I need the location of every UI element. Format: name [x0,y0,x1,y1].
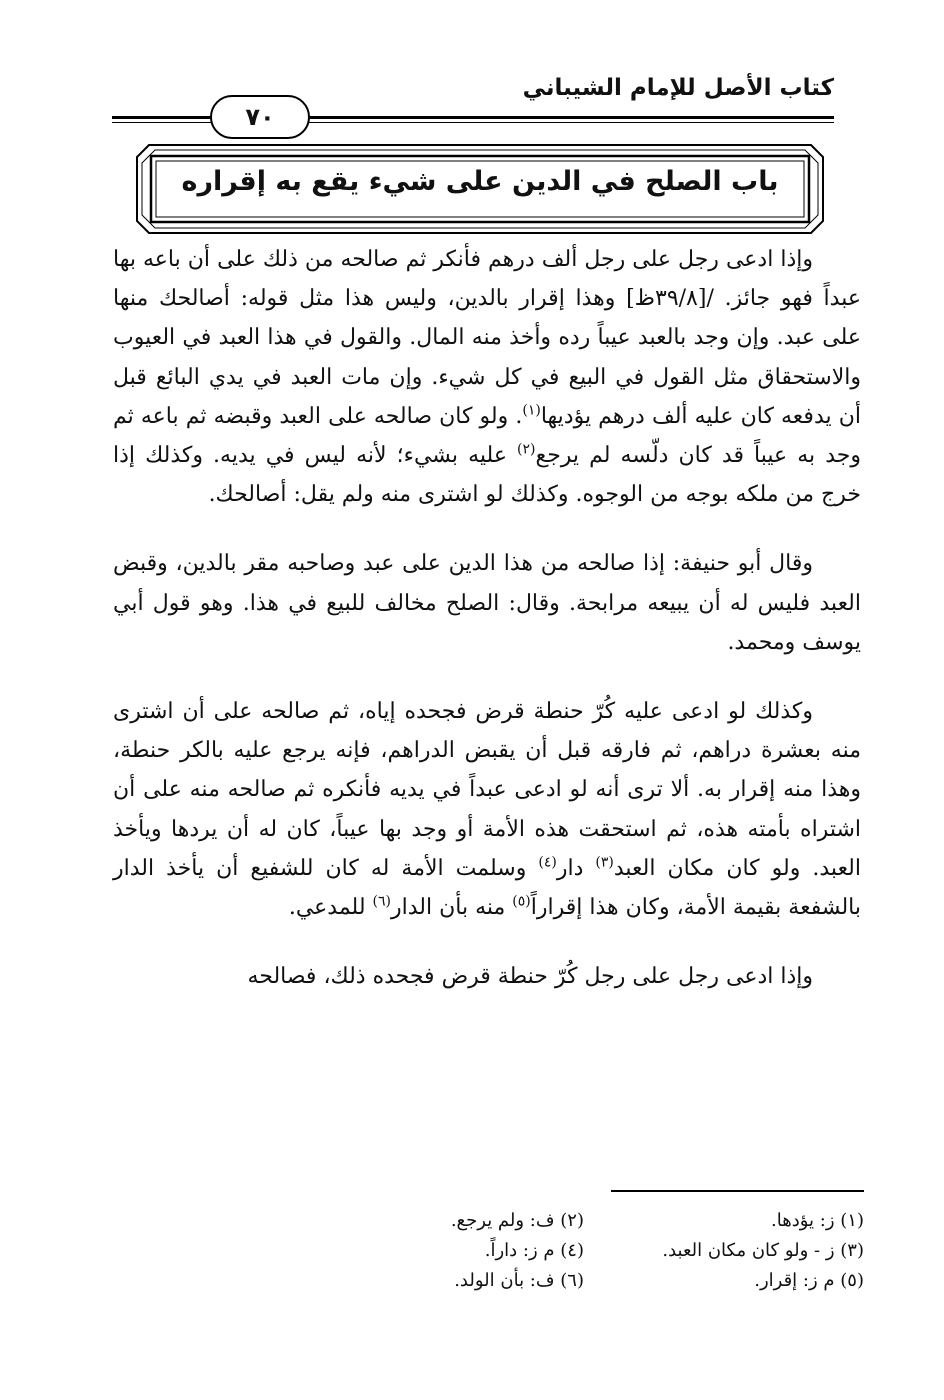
chapter-title-frame [135,143,825,235]
text-run: دار [556,855,596,881]
footnotes [304,1208,864,1294]
text-run: للمدعي. [288,895,373,921]
footnote-ref: (١) [522,402,541,419]
text-run: وإذا ادعى رجل على رجل كُرّ حنطة قرض فجحده ذلك، فصالحه [247,964,813,990]
footnote-ref: (٣) [595,854,614,871]
footnote-1: (١) ز: يؤدها. [771,1210,864,1231]
footnote-5: (٥) م ز: إقرار. [754,1270,864,1291]
running-header-title: كتاب الأصل للإمام الشيباني [522,75,834,101]
text-run: عليه بشيء؛ لأنه ليس في يديه. وكذلك إذا خرج من ملكه بوجه من الوجوه. وكذلك لو اشترى منه ولم يقل: أصالحك. [113,443,861,508]
footnote-6: (٦) ف: بأن الولد. [454,1270,584,1291]
text-run: . ولو كان صالحه على العبد وقبضه ثم باعه ثم وجد به عيباً قد كان دلّسه لم يرجع [113,403,861,469]
paragraph-3 [113,692,861,927]
text-run: منه بأن الدار [391,895,513,921]
text-run: وقال أبو حنيفة: إذا صالحه من هذا الدين على عبد وصاحبه مقر بالدين، وقبض العبد فليس له أن يبيعه مرابحة. وقال: الصلح مخالف للبيع في هذا. وهو قول أبي يوسف ومحمد. [113,551,861,655]
text-run: وكذلك لو ادعى عليه كُرّ حنطة قرض فجحده إياه، ثم صالحه على أن اشترى منه بعشرة دراهم، ثم فارقه قبل أن يقبض الدراهم، فإنه يرجع عليه بالكر حنطة، وهذا منه إقرار به. ألا ترى أنه لو ادعى عبداً في يديه فأنكره ثم صالحه منه على أن اشتراه بأمته هذه، ثم استحقت هذه الأمة أو وجد بها عيباً، كان له أن يردها ويأخذ العبد. ولو كان مكان العبد [113,699,862,881]
chapter-title: باب الصلح في الدين على شيء يقع به إقراره [181,166,779,197]
footnote-ref: (٦) [372,893,391,910]
footnote-ref: (٢) [517,441,536,458]
body-text [113,240,861,996]
footnote-ref: (٥) [512,893,531,910]
paragraph-2 [113,544,861,662]
text-run: وسلمت الأمة له كان للشفيع أن يأخذ الدار بالشفعة بقيمة الأمة، وكان هذا إقراراً [113,855,861,921]
page-number: ٧٠ [210,95,310,139]
paragraph-4 [113,957,861,996]
footnote-ref: (٤) [538,854,557,871]
paragraph-1 [113,240,861,514]
text-run: وإذا ادعى رجل على رجل ألف درهم فأنكر ثم صالحه من ذلك على أن باعه بها عبداً فهو جائز. /[٣٩/٨ظ] وهذا إقرار بالدين، وليس هذا مثل قوله: أصالحك منها على عبد. وإن وجد بالعبد عيباً رده وأخذ منه المال. والقول في هذا العبد في العيوب والاستحقاق مثل القول في البيع في كل شيء. وإن مات العبد في يدي البائع قبل أن يدفعه كان عليه ألف درهم يؤديها [113,247,861,429]
footnote-3: (٣) ز - ولو كان مكان العبد. [662,1240,864,1261]
footnote-separator [611,1190,864,1192]
footnote-2: (٢) ف: ولم يرجع. [450,1210,584,1231]
footnote-4: (٤) م ز: داراً. [484,1240,584,1261]
